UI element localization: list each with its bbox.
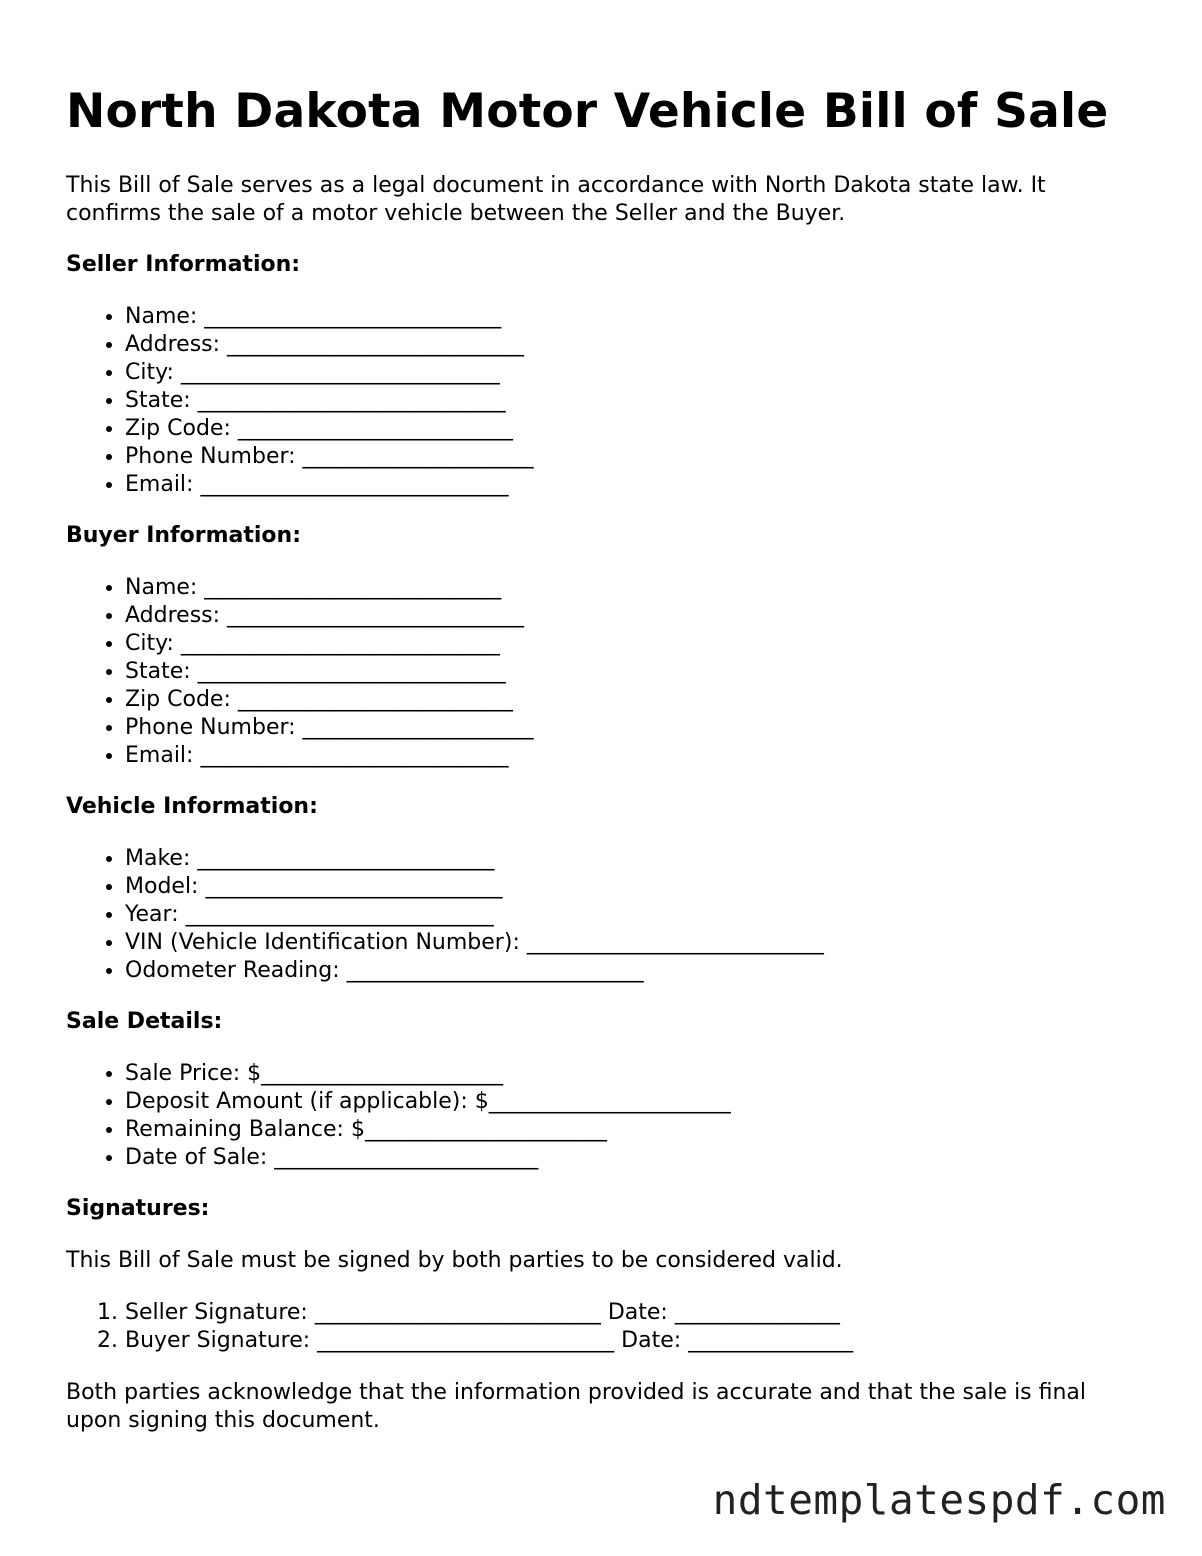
vehicle-year-field: • Year: ____________________________ bbox=[125, 901, 1146, 929]
sale-balance-field: • Remaining Balance: $______________________ bbox=[125, 1116, 1146, 1144]
buyer-state-field: • State: ____________________________ bbox=[125, 658, 1146, 686]
sale-field-list bbox=[66, 1060, 1146, 1172]
sale-price-field: • Sale Price: $______________________ bbox=[125, 1060, 1146, 1088]
buyer-address-field: • Address: ___________________________ bbox=[125, 602, 1146, 630]
closing-paragraph: Both parties acknowledge that the information provided is accurate and that the sale is final upon signing this document. bbox=[66, 1380, 1087, 1433]
buyer-phone-field: • Phone Number: _____________________ bbox=[125, 714, 1146, 742]
signature-list bbox=[66, 1299, 1146, 1355]
seller-zip-field: • Zip Code: _________________________ bbox=[125, 415, 1146, 443]
vehicle-model-field: • Model: ___________________________ bbox=[125, 873, 1146, 901]
seller-field-list bbox=[66, 303, 1146, 499]
sale-heading: Sale Details: bbox=[66, 1009, 223, 1034]
vehicle-heading: Vehicle Information: bbox=[66, 794, 318, 819]
seller-signature-line: 1. Seller Signature: __________________________ Date: _______________ bbox=[125, 1299, 1146, 1327]
seller-city-field: • City: _____________________________ bbox=[125, 359, 1146, 387]
seller-state-field: • State: ____________________________ bbox=[125, 387, 1146, 415]
vehicle-odometer-field: • Odometer Reading: ___________________________ bbox=[125, 957, 1146, 985]
seller-heading: Seller Information: bbox=[66, 252, 301, 277]
watermark: ndtemplatespdf.com bbox=[712, 1476, 1166, 1524]
document-page bbox=[66, 0, 1146, 1435]
vehicle-vin-field: • VIN (Vehicle Identification Number): ___________________________ bbox=[125, 929, 1146, 957]
buyer-email-field: • Email: ____________________________ bbox=[125, 742, 1146, 770]
vehicle-make-field: • Make: ___________________________ bbox=[125, 845, 1146, 873]
vehicle-field-list bbox=[66, 845, 1146, 985]
document-title: North Dakota Motor Vehicle Bill of Sale bbox=[66, 84, 1109, 139]
seller-email-field: • Email: ____________________________ bbox=[125, 471, 1146, 499]
signatures-text: This Bill of Sale must be signed by both parties to be considered valid. bbox=[66, 1248, 843, 1273]
intro-paragraph: This Bill of Sale serves as a legal document in accordance with North Dakota state law. It confirms the sale of a motor vehicle between the Seller and the Buyer. bbox=[66, 173, 1046, 226]
sale-date-field: • Date of Sale: ________________________ bbox=[125, 1144, 1146, 1172]
buyer-field-list bbox=[66, 574, 1146, 770]
buyer-zip-field: • Zip Code: _________________________ bbox=[125, 686, 1146, 714]
signatures-heading: Signatures: bbox=[66, 1196, 210, 1221]
buyer-name-field: • Name: ___________________________ bbox=[125, 574, 1146, 602]
sale-deposit-field: • Deposit Amount (if applicable): $______________________ bbox=[125, 1088, 1146, 1116]
seller-name-field: • Name: ___________________________ bbox=[125, 303, 1146, 331]
buyer-city-field: • City: _____________________________ bbox=[125, 630, 1146, 658]
seller-phone-field: • Phone Number: _____________________ bbox=[125, 443, 1146, 471]
seller-address-field: • Address: ___________________________ bbox=[125, 331, 1146, 359]
buyer-heading: Buyer Information: bbox=[66, 523, 301, 548]
buyer-signature-line: 2. Buyer Signature: ___________________________ Date: _______________ bbox=[125, 1327, 1146, 1355]
